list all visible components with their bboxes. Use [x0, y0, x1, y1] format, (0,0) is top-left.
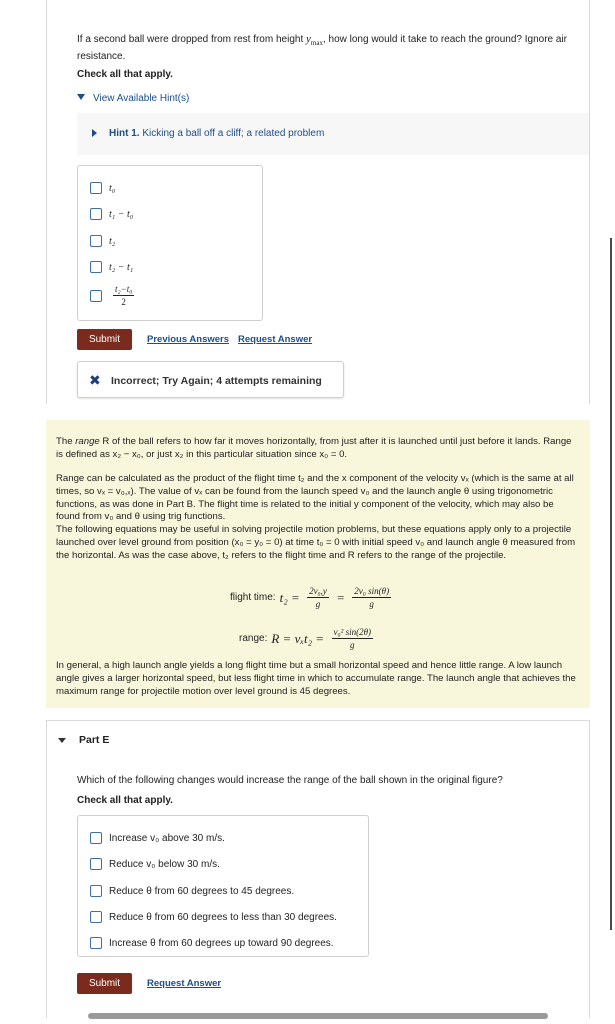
option-t1-minus-t0[interactable]: t₁ − t₀: [90, 208, 133, 220]
check-all-label: Check all that apply.: [77, 69, 173, 80]
caret-down-icon: [77, 94, 85, 100]
question-text: If a second ball were dropped from rest from height $y_{max}$, how long would it take to reach the ground? Ignore air resistance.: [77, 33, 568, 62]
option-increase-v0[interactable]: Increase v₀ above 30 m/s.: [90, 832, 225, 844]
info-paragraph: Range can be calculated as the product of the flight time t₂ and the x component of the velocity vₓ (which is the same at all times, so vₓ = v₀,ₓ). The value of vₓ can be found from the launch speed v₀ and the launch angle θ using trigonometric functions, as was done in Part B. The flight time is related to the initial y component of the velocity, which may also be found from v₀ and θ using trig functions. The following equations may be useful in solving projectile motion problems, but these equations apply only to a projectile launched over level ground from position (x₀ = y₀ = 0) at time t₀ = 0 with initial speed v₀ and launch angle θ measured from the horizontal. As was the case above, t₂ refers to the flight time and R refers to the range of the projectile.: [56, 473, 576, 561]
flight-time-formula: flight time: t₂ = $\frac{\text{2v₀,y}}{g}$ = $\frac{\text{2v₀ sin(θ)}}{g}$: [230, 586, 390, 609]
option-reduce-theta-30[interactable]: Reduce θ from 60 degrees to less than 30 degrees.: [90, 911, 337, 923]
part-e-title: Part E: [79, 734, 110, 746]
checkbox[interactable]: [90, 911, 102, 923]
option-increase-theta-90[interactable]: Increase θ from 60 degrees up toward 90 degrees.: [90, 937, 334, 949]
caret-right-icon: [92, 129, 97, 137]
hint-1-label: Hint 1. Kicking a ball off a cliff; a related problem: [109, 128, 325, 139]
checkbox[interactable]: [90, 937, 102, 949]
option-t2[interactable]: t₂: [90, 235, 115, 247]
info-paragraph: The range R of the ball refers to how far it moves horizontally, from just after it is launched until just before it lands. Range is defined as x₂ − x₀, or just x₂ in this particular situation since x₀ = 0.: [56, 436, 572, 460]
part-e-question: Which of the following changes would increase the range of the ball shown in the original figure?: [77, 775, 503, 786]
checkbox[interactable]: [90, 858, 102, 870]
incorrect-x-icon: ✖: [89, 372, 101, 388]
part-e-options: [77, 815, 369, 957]
option-reduce-theta-45[interactable]: Reduce θ from 60 degrees to 45 degrees.: [90, 885, 294, 897]
option-reduce-v0[interactable]: Reduce v₀ below 30 m/s.: [90, 858, 220, 870]
checkbox[interactable]: [90, 885, 102, 897]
checkbox[interactable]: [90, 208, 102, 220]
feedback-box: [77, 361, 344, 398]
request-answer-link[interactable]: Request Answer: [238, 334, 313, 345]
checkbox[interactable]: [90, 235, 102, 247]
checkbox[interactable]: [90, 832, 102, 844]
info-paragraph: In general, a high launch angle yields a long flight time but a small horizontal speed and hence little range. A low launch angle gives a larger horizontal speed, but less flight time in which to accumulate range. The launch angle that achieves the maximum range for projectile motion over level ground is 45 degrees.: [56, 660, 576, 697]
previous-answers-link[interactable]: Previous Answers: [147, 334, 230, 345]
checkbox[interactable]: [90, 290, 102, 302]
submit-button[interactable]: Submit: [77, 973, 132, 994]
option-t2-minus-t1[interactable]: t₂ − t₁: [90, 261, 133, 273]
caret-down-icon: [58, 738, 66, 743]
option-t0[interactable]: t₀: [90, 182, 115, 194]
checkbox[interactable]: [90, 261, 102, 273]
horizontal-scrollbar[interactable]: [88, 1013, 548, 1019]
hint-1[interactable]: [77, 113, 589, 155]
part-e-header[interactable]: [46, 720, 590, 758]
check-all-label: Check all that apply.: [77, 795, 173, 806]
part-d-options: [77, 165, 263, 321]
feedback-text: Incorrect; Try Again; 4 attempts remaining: [111, 375, 322, 387]
vertical-scrollbar[interactable]: [610, 238, 612, 930]
view-hints-toggle[interactable]: View Available Hint(s): [77, 93, 189, 104]
request-answer-link[interactable]: Request Answer: [147, 978, 222, 989]
option-half-t2-minus-t0[interactable]: [90, 284, 138, 307]
range-formula: range: R = vₓt₂ = $\frac{\text{v₀² sin(2θ)}}{g}$: [239, 627, 372, 650]
submit-button[interactable]: Submit: [77, 329, 132, 350]
checkbox[interactable]: [90, 182, 102, 194]
info-panel: [46, 420, 590, 708]
fraction: $\frac{\text{t₂−t₀}}{2}$: [115, 284, 133, 307]
